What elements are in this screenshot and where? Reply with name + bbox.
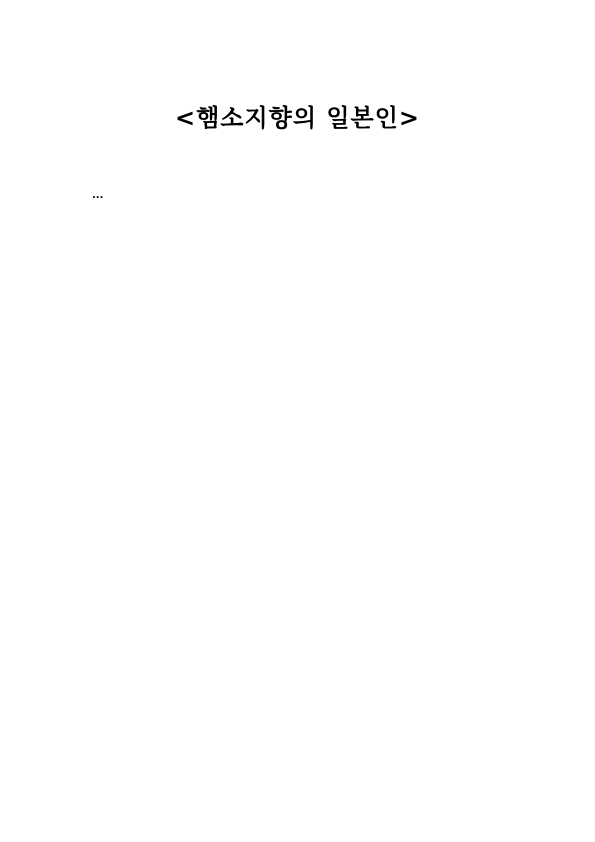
document-body — [86, 188, 510, 204]
paragraph: ... — [92, 190, 104, 201]
page-title: <햄소지향의 일본인> — [174, 104, 421, 132]
